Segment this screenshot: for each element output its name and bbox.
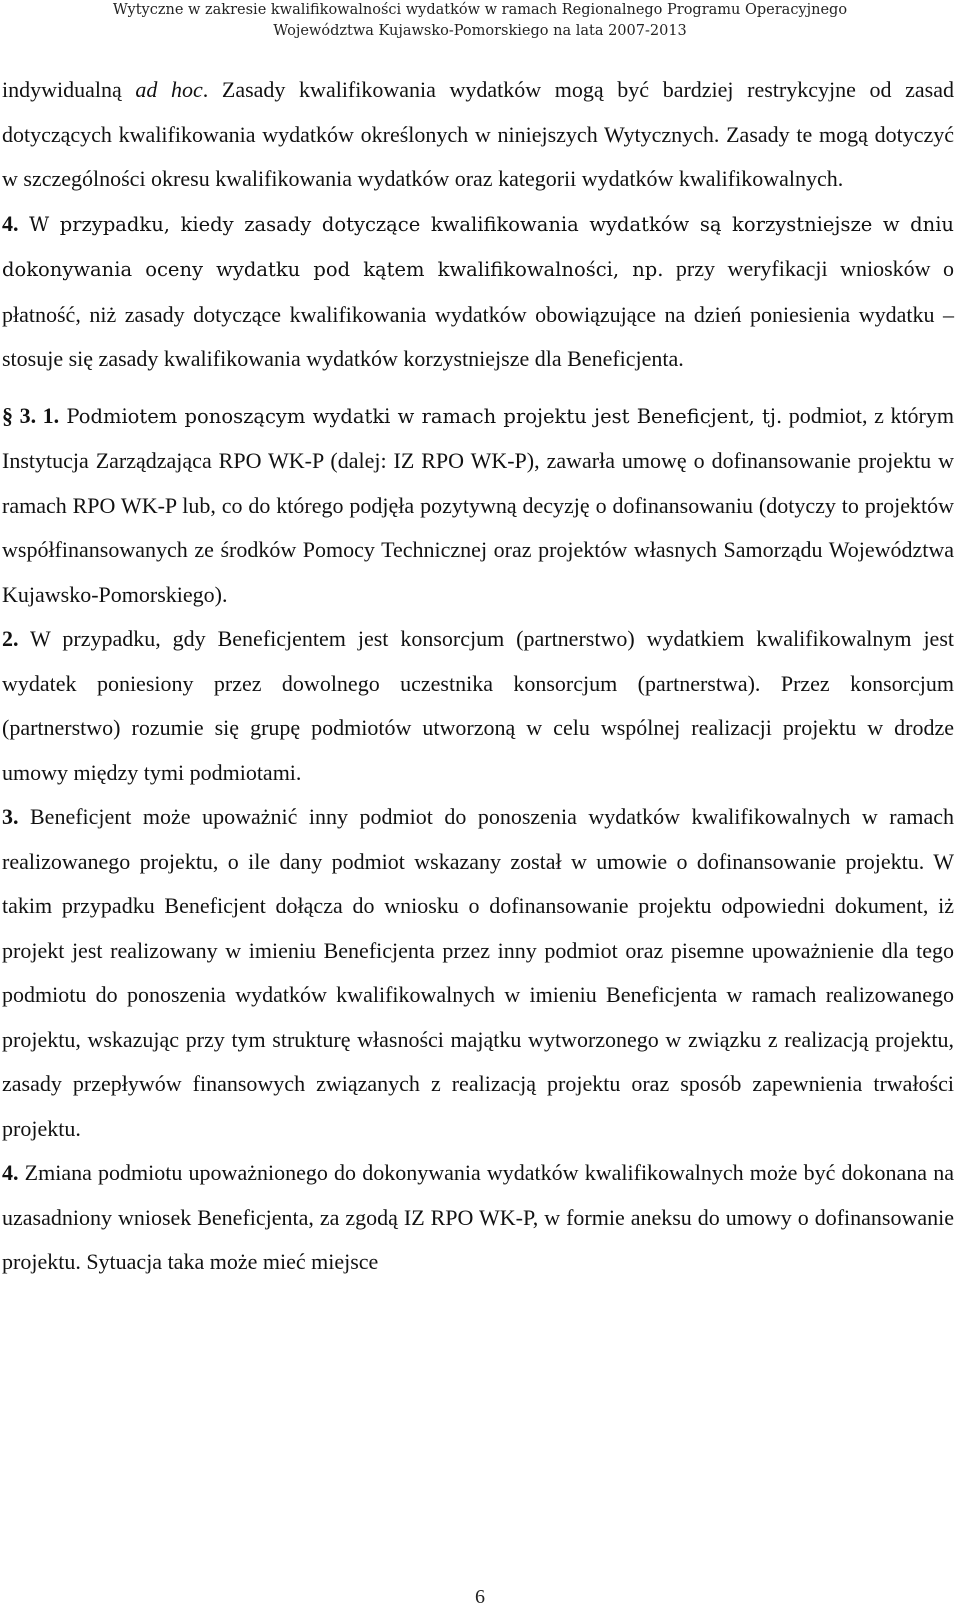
- point-4-text-a: W przypadku, kiedy zasady dotyczące kwalifikowania wydatków są korzystniejsze w dniu dokonywania oceny wydatku pod kątem kwalifikowalności, np.: [2, 212, 954, 281]
- intro-text-b: . Zasady kwalifikowania wydatków mogą być bardziej restrykcyjne od zasad dotyczących kwalifikowania wydatków określonych w niniejszych Wytycznych. Zasady te mogą dotyczyć w szczególności okresu kwalifikowania wydatków oraz kategorii wydatków kwalifikowalnych.: [2, 77, 954, 191]
- paragraph-point-4: [2, 202, 954, 382]
- section-3-2-text: W przypadku, gdy Beneficjentem jest konsorcjum (partnerstwo) wydatkiem kwalifikowalnym jest wydatek poniesiony przez dowolnego uczestnika konsorcjum (partnerstwa). Przez konsorcjum (partnerstwo) rozumie się grupę podmiotów utworzoną w celu wspólnej realizacji projektu w drodze umowy między tymi podmiotami.: [2, 626, 954, 785]
- section-3-3-text: Beneficjent może upoważnić inny podmiot do ponoszenia wydatków kwalifikowalnych w ramach realizowanego projektu, o ile dany podmiot wskazany został w umowie o dofinansowanie projektu. W takim przypadku Beneficjent dołącza do wniosku o dofinansowanie projektu odpowiedni dokument, iż projekt jest realizowany w imieniu Beneficjenta przez inny podmiot oraz pisemne upoważnienie dla tego podmiotu do ponoszenia wydatków kwalifikowalnych w imieniu Beneficjenta w ramach realizowanego projektu, wskazując przy tym strukturę własności majątku wytworzonego w związku z realizacją projektu, zasady przepływów finansowych związanych z realizacją projektu oraz sposób zapewnienia trwałości projektu.: [2, 804, 954, 1141]
- section-3-3-number: 3.: [2, 804, 19, 829]
- point-4-number: 4.: [2, 210, 19, 236]
- paragraph-section-3-4: [2, 1151, 954, 1285]
- section-gap: [2, 382, 954, 394]
- paragraph-section-3-3: [2, 795, 954, 1151]
- running-header: [0, 0, 960, 42]
- running-header-line-1: Wytyczne w zakresie kwalifikowalności wydatków w ramach Regionalnego Programu Operacyjnego: [112, 2, 848, 18]
- section-3-1-marker: § 3. 1.: [2, 402, 60, 428]
- section-3-1-text-b: podmiot, z którym Instytucja Zarządzająca RPO WK-P (dalej: IZ RPO WK-P), zawarła umowę o dofinansowanie projektu w ramach RPO WK-P lub, co do którego podjęła pozytywną decyzję o dofinansowaniu (dotyczy to projektów współfinansowanych ze środków Pomocy Technicznej oraz projektów własnych Samorządu Województwa Kujawsko-Pomorskiego).: [2, 402, 954, 607]
- section-3-4-number: 4.: [2, 1160, 19, 1185]
- section-3-2-number: 2.: [2, 626, 19, 651]
- running-header-line-2: Województwa Kujawsko-Pomorskiego na lata 2007-2013: [273, 23, 687, 39]
- paragraph-section-3-1: [2, 394, 954, 618]
- section-3-4-text: Zmiana podmiotu upoważnionego do dokonywania wydatków kwalifikowalnych może być dokonana na uzasadniony wniosek Beneficjenta, za zgodą IZ RPO WK-P, w formie aneksu do umowy o dofinansowanie projektu. Sytuacja taka może mieć miejsce: [2, 1160, 954, 1274]
- point-4-text-b: przy weryfikacji wniosków o płatność, niż zasady dotyczące kwalifikowania wydatków obowiązujące na dzień poniesienia wydatku – stosuje się zasady kwalifikowania wydatków korzystniejsze dla Beneficjenta.: [2, 256, 954, 371]
- document-body: [2, 68, 954, 1285]
- section-3-1-text-a: Podmiotem ponoszącym wydatki w ramach projektu jest Beneficjent, tj.: [59, 404, 783, 428]
- paragraph-intro: [2, 68, 954, 202]
- intro-text-a: indywidualną: [2, 77, 136, 102]
- paragraph-section-3-2: [2, 617, 954, 795]
- page-number: 6: [475, 1586, 485, 1608]
- ad-hoc-italic: ad hoc: [135, 77, 203, 102]
